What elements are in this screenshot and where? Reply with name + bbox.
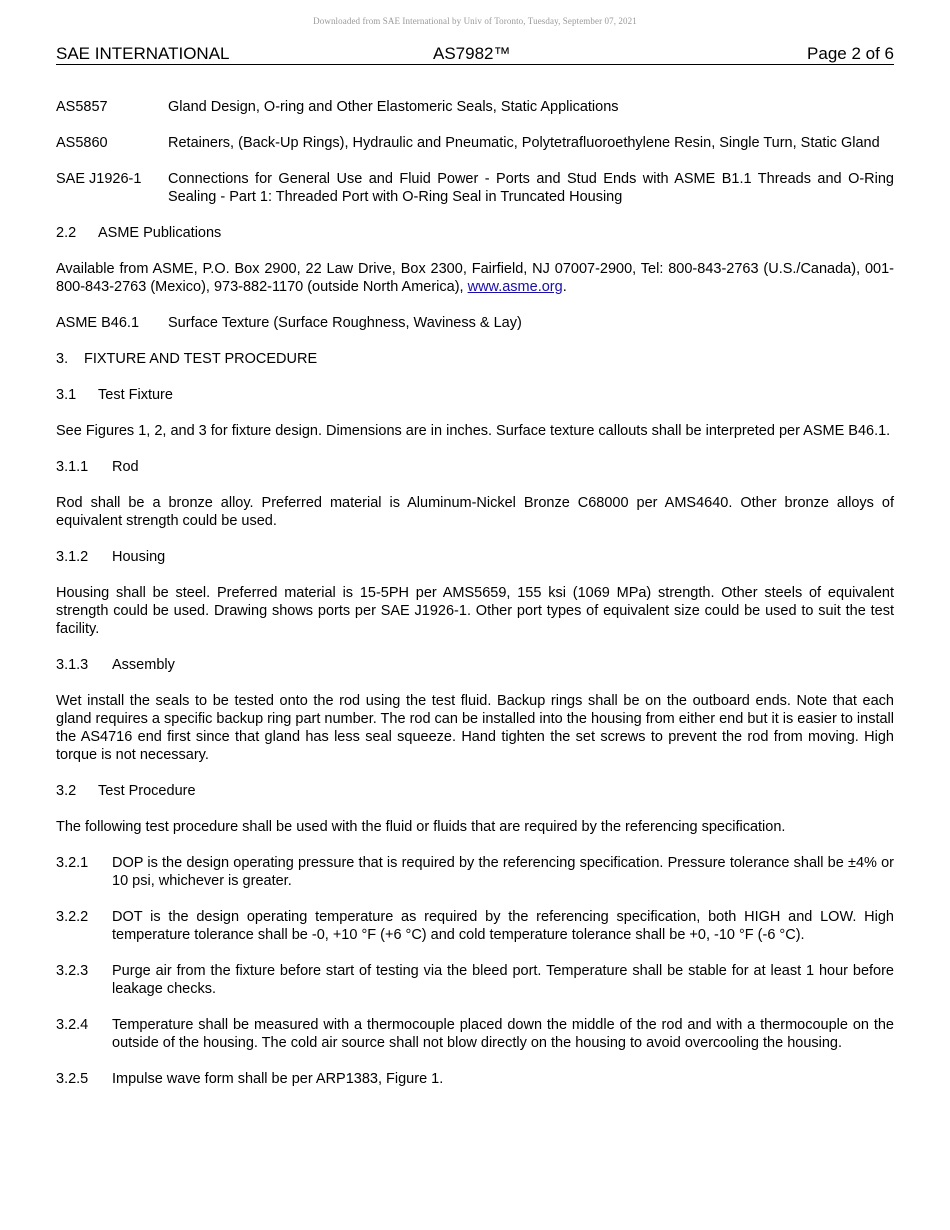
section-number: 2.2 <box>56 225 77 241</box>
section-title: Test Fixture <box>98 387 173 403</box>
section-title: Test Procedure <box>98 783 196 799</box>
section-title: FIXTURE AND TEST PROCEDURE <box>84 351 318 367</box>
reference-code: ASME B46.1 <box>56 315 140 331</box>
procedure-item <box>56 962 894 998</box>
section-heading-3-2 <box>56 782 894 800</box>
reference-row <box>56 98 894 116</box>
procedure-item-text: DOT is the design operating temperature as required by the referencing specification, both HIGH and LOW. High temperature tolerance shall be -0, +10 °F (+6 °C) and cold temperature tolerance shall be +0, -10 °F (-6 °C). <box>112 909 894 943</box>
procedure-item-text: DOP is the design operating pressure that is required by the referencing specification. Pressure tolerance shall be ±4% or 10 psi, whichever is greater. <box>112 855 894 889</box>
section-heading-2-2 <box>56 224 894 242</box>
reference-row <box>56 314 894 332</box>
header-page-number: Page 2 of 6 <box>807 44 894 63</box>
asme-availability-text: Available from ASME, P.O. Box 2900, 22 Law Drive, Box 2300, Fairfield, NJ 07007-2900, Tel: 800-843-2763 (U.S./Canada), 001-800-843-2763 (Mexico), 973-882-1170 (outside North America), <box>56 261 894 295</box>
reference-code: SAE J1926-1 <box>56 171 142 187</box>
procedure-item-number: 3.2.1 <box>56 855 89 871</box>
reference-row <box>56 170 894 206</box>
test-fixture-paragraph: See Figures 1, 2, and 3 for fixture design. Dimensions are in inches. Surface texture callouts shall be interpreted per ASME B46.1. <box>56 423 891 439</box>
page-header <box>56 44 894 65</box>
procedure-item-text: Temperature shall be measured with a thermocouple placed down the middle of the rod and with a thermocouple on the outside of the housing. The cold air source shall not blow directly on the housing to avoid overcooling the housing. <box>112 1017 894 1051</box>
section-number: 3.2 <box>56 783 77 799</box>
section-heading-3 <box>56 350 894 368</box>
procedure-item-number: 3.2.3 <box>56 963 89 979</box>
section-title: Assembly <box>112 657 175 673</box>
section-title: ASME Publications <box>98 225 222 241</box>
procedure-item-number: 3.2.2 <box>56 909 89 925</box>
housing-paragraph: Housing shall be steel. Preferred material is 15-5PH per AMS5659, 155 ksi (1069 MPa) strength. Other steels of equivalent strength could be used. Drawing shows ports per SAE J1926-1. Other port types of equivalent size could be used to suit the test facility. <box>56 585 894 637</box>
procedure-item-text: Purge air from the fixture before start of testing via the bleed port. Temperature shall be stable for at least 1 hour before leakage checks. <box>112 963 894 997</box>
section-heading-3-1-2 <box>56 548 894 566</box>
section-heading-3-1 <box>56 386 894 404</box>
reference-description: Gland Design, O-ring and Other Elastomeric Seals, Static Applications <box>168 99 619 115</box>
document-body <box>56 98 894 1106</box>
section-number: 3.1.3 <box>56 657 89 673</box>
rod-paragraph: Rod shall be a bronze alloy. Preferred material is Aluminum-Nickel Bronze C68000 per AMS4640. Other bronze alloys of equivalent strength could be used. <box>56 495 894 529</box>
header-doc-id: AS7982™ <box>433 44 511 63</box>
procedure-item <box>56 1070 894 1088</box>
procedure-item-number: 3.2.5 <box>56 1071 89 1087</box>
asme-website-link[interactable]: www.asme.org <box>467 279 563 295</box>
section-title: Rod <box>112 459 139 475</box>
section-number: 3. <box>56 351 69 367</box>
section-number: 3.1.1 <box>56 459 89 475</box>
assembly-paragraph: Wet install the seals to be tested onto the rod using the test fluid. Backup rings shall be on the outboard ends. Note that each gland requires a specific backup ring part number. The rod can be installed into the housing from either end but it is easier to install the AS4716 end first since that gland has less seal squeeze. Hand tighten the set screws to prevent the rod from moving. High torque is not necessary. <box>56 693 894 763</box>
procedure-item <box>56 908 894 944</box>
reference-code: AS5860 <box>56 135 108 151</box>
reference-code: AS5857 <box>56 99 108 115</box>
procedure-item-number: 3.2.4 <box>56 1017 89 1033</box>
header-org: SAE INTERNATIONAL <box>56 44 230 63</box>
reference-description: Connections for General Use and Fluid Power - Ports and Stud Ends with ASME B1.1 Threads and O-Ring Sealing - Part 1: Threaded Port with O-Ring Seal in Truncated Housing <box>168 171 894 205</box>
reference-row <box>56 134 894 152</box>
section-number: 3.1.2 <box>56 549 89 565</box>
asme-availability-period: . <box>562 279 567 295</box>
section-title: Housing <box>112 549 166 565</box>
reference-description: Surface Texture (Surface Roughness, Waviness & Lay) <box>168 315 522 331</box>
asme-availability-paragraph <box>56 260 894 296</box>
section-number: 3.1 <box>56 387 77 403</box>
test-procedure-paragraph: The following test procedure shall be used with the fluid or fluids that are required by the referencing specification. <box>56 819 786 835</box>
reference-description: Retainers, (Back-Up Rings), Hydraulic and Pneumatic, Polytetrafluoroethylene Resin, Single Turn, Static Gland <box>168 135 880 151</box>
procedure-item-text: Impulse wave form shall be per ARP1383, Figure 1. <box>112 1071 444 1087</box>
section-heading-3-1-3 <box>56 656 894 674</box>
procedure-item <box>56 1016 894 1052</box>
download-watermark: Downloaded from SAE International by Univ of Toronto, Tuesday, September 07, 2021 <box>313 16 637 26</box>
section-heading-3-1-1 <box>56 458 894 476</box>
procedure-item <box>56 854 894 890</box>
